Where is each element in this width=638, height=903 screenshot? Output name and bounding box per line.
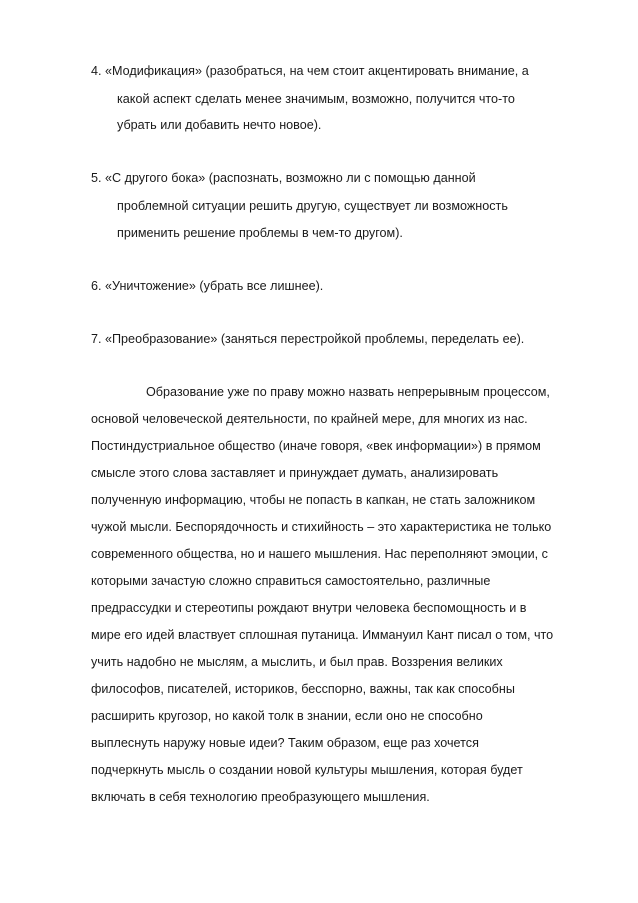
list-item-5-line-3: применить решение проблемы в чем-то другом). [117,226,403,240]
paragraph-line-15: подчеркнуть мысль о создании новой культуры мышления, которая будет [91,763,523,777]
paragraph-line-7: современного общества, но и нашего мышления. Нас переполняют эмоции, с [91,547,548,561]
paragraph-line-8: которыми зачастую сложно справиться самостоятельно, различные [91,574,491,588]
list-item-5-line-2: проблемной ситуации решить другую, существует ли возможность [117,199,508,213]
list-item-6-line-1: 6. «Уничтожение» (убрать все лишнее). [91,279,324,293]
paragraph-line-6: чужой мысли. Беспорядочность и стихийность – это характеристика не только [91,520,552,534]
paragraph-line-1: Образование уже по праву можно назвать непрерывным процессом, [146,385,550,399]
list-item-4-line-1: 4. «Модификация» (разобраться, на чем стоит акцентировать внимание, а [91,64,529,78]
paragraph-line-9: предрассудки и стереотипы рождают внутри человека беспомощность и в [91,601,527,615]
list-item-4-line-2: какой аспект сделать менее значимым, возможно, получится что-то [117,92,515,106]
paragraph-line-11: учить надобно не мыслям, а мыслить, и был прав. Воззрения великих [91,655,503,669]
list-item-5-line-1: 5. «С другого бока» (распознать, возможно ли с помощью данной [91,171,476,185]
paragraph-line-16: включать в себя технологию преобразующего мышления. [91,790,430,804]
paragraph-line-3: Постиндустриальное общество (иначе говоря, «век информации») в прямом [91,439,541,453]
paragraph-line-2: основой человеческой деятельности, по крайней мере, для многих из нас. [91,412,528,426]
paragraph-line-14: выплеснуть наружу новые идеи? Таким образом, еще раз хочется [91,736,479,750]
paragraph-line-10: мире его идей властвует сплошная путаница. Иммануил Кант писал о том, что [91,628,554,642]
list-item-7-line-1: 7. «Преобразование» (заняться перестройкой проблемы, переделать ее). [91,332,525,346]
paragraph-line-13: расширить кругозор, но какой толк в знании, если оно не способно [91,709,483,723]
list-item-4-line-3: убрать или добавить нечто новое). [117,118,322,132]
paragraph-line-4: смысле этого слова заставляет и принуждает думать, анализировать [91,466,499,480]
paragraph-line-5: полученную информацию, чтобы не попасть в капкан, не стать заложником [91,493,536,507]
paragraph-line-12: философов, писателей, историков, бесспорно, важны, так как способны [91,682,515,696]
